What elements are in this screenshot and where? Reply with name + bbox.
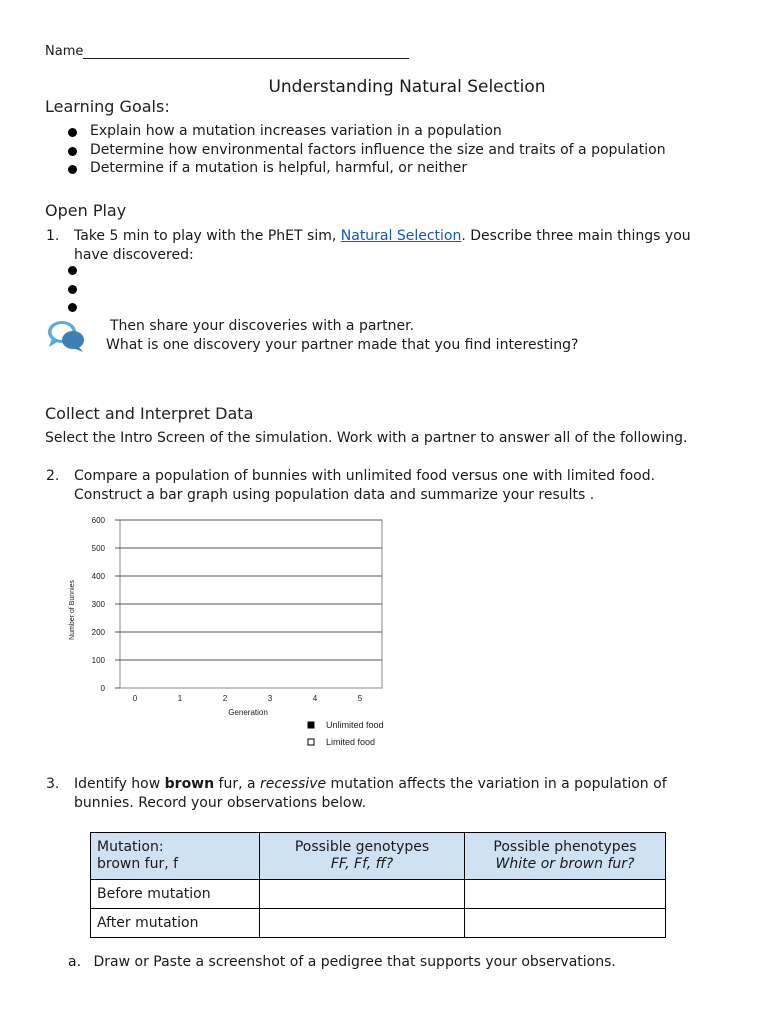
observation-table: [90, 832, 666, 938]
legend-swatch: [308, 722, 314, 728]
y-tick-label: 400: [91, 572, 105, 581]
bullet-icon: [68, 303, 77, 312]
question-text: fur, a: [214, 776, 261, 792]
question-text: Take 5 min to play with the PhET sim,: [74, 228, 341, 244]
column-header-genotypes: [260, 833, 465, 880]
y-tick-label: 200: [91, 628, 105, 637]
collect-data-heading: Collect and Interpret Data: [45, 404, 254, 423]
question-3-line-1: [74, 775, 667, 794]
x-tick-label: 1: [177, 694, 183, 703]
partner-question: What is one discovery your partner made that you find interesting?: [106, 337, 579, 353]
question-number: 2.: [46, 468, 60, 484]
phenotype-cell[interactable]: [465, 909, 666, 938]
question-1-line-2: have discovered:: [74, 246, 194, 263]
legend-swatch: [308, 739, 314, 745]
genotype-cell[interactable]: [260, 880, 465, 909]
discovery-bullets[interactable]: [68, 266, 77, 322]
header-text: White or brown fur?: [495, 856, 635, 872]
emphasis-recessive: recessive: [260, 776, 327, 792]
y-tick-label: 600: [91, 516, 105, 525]
table-header-row: [91, 833, 666, 880]
question-number: 3.: [46, 776, 60, 792]
legend-label: Limited food: [326, 737, 376, 747]
y-tick-label: 300: [91, 600, 105, 609]
question-text: mutation affects the variation in a population of: [326, 776, 667, 792]
subquestion-text: Draw or Paste a screenshot of a pedigree that supports your observations.: [93, 954, 616, 970]
bullet-icon: [68, 285, 77, 294]
question-text: Identify how: [74, 776, 165, 792]
share-instruction: Then share your discoveries with a partner.: [110, 318, 415, 334]
question-2-line-1: Compare a population of bunnies with unlimited food versus one with limited food.: [74, 468, 656, 484]
open-play-heading: Open Play: [45, 201, 127, 220]
column-header-mutation: [91, 833, 260, 880]
question-3-line-2: bunnies. Record your observations below.: [74, 794, 367, 811]
question-text: . Describe three main things you: [461, 228, 691, 244]
goal-item: Determine how environmental factors influence the size and traits of a population: [68, 142, 666, 161]
row-label: After mutation: [91, 909, 260, 938]
goal-item: Explain how a mutation increases variation in a population: [68, 123, 666, 142]
natural-selection-link[interactable]: Natural Selection: [340, 228, 462, 244]
header-text: Possible phenotypes: [493, 839, 637, 855]
subquestion-a: [68, 954, 616, 970]
table-row: [91, 909, 666, 938]
x-tick-label: 4: [312, 694, 318, 703]
x-tick-label: 3: [267, 694, 273, 703]
population-bar-chart: [64, 510, 404, 756]
chart-canvas: [64, 510, 404, 756]
question-2: [46, 467, 746, 507]
emphasis-brown: brown: [164, 776, 215, 792]
bullet-icon: [68, 266, 77, 275]
y-axis-label: Number of Bunnies: [69, 580, 76, 640]
x-tick-label: 0: [132, 694, 138, 703]
y-tick-label: 0: [100, 684, 105, 693]
header-text: FF, Ff, ff?: [330, 856, 394, 872]
learning-goals-list: [68, 123, 666, 179]
question-2-line-2: Construct a bar graph using population data and summarize your results .: [74, 486, 595, 503]
name-underline[interactable]: [83, 45, 409, 59]
question-3: [46, 775, 746, 815]
question-1-line-1: [74, 227, 691, 246]
x-tick-label: 5: [357, 694, 363, 703]
header-text: Mutation:: [97, 839, 164, 855]
header-text: brown fur, f: [97, 856, 179, 872]
x-tick-label: 2: [222, 694, 228, 703]
y-tick-label: 100: [91, 656, 105, 665]
collect-intro: Select the Intro Screen of the simulation. Work with a partner to answer all of the following.: [45, 430, 688, 446]
learning-goals-heading: Learning Goals:: [45, 97, 170, 116]
phenotype-cell[interactable]: [465, 880, 666, 909]
subquestion-label: a.: [68, 954, 82, 970]
question-1: [46, 227, 746, 267]
legend-label: Unlimited food: [326, 720, 384, 730]
table-row: [91, 880, 666, 909]
chat-bubbles-icon: [46, 318, 86, 354]
row-label: Before mutation: [91, 880, 260, 909]
question-number: 1.: [46, 228, 60, 244]
y-tick-label: 500: [91, 544, 105, 553]
column-header-phenotypes: [465, 833, 666, 880]
x-axis-label: Generation: [228, 708, 268, 717]
goal-item: Determine if a mutation is helpful, harmful, or neither: [68, 160, 666, 179]
name-field[interactable]: [45, 44, 409, 59]
header-text: Possible genotypes: [294, 839, 430, 855]
name-label: Name: [45, 44, 84, 59]
genotype-cell[interactable]: [260, 909, 465, 938]
document-title: Understanding Natural Selection: [268, 77, 546, 97]
